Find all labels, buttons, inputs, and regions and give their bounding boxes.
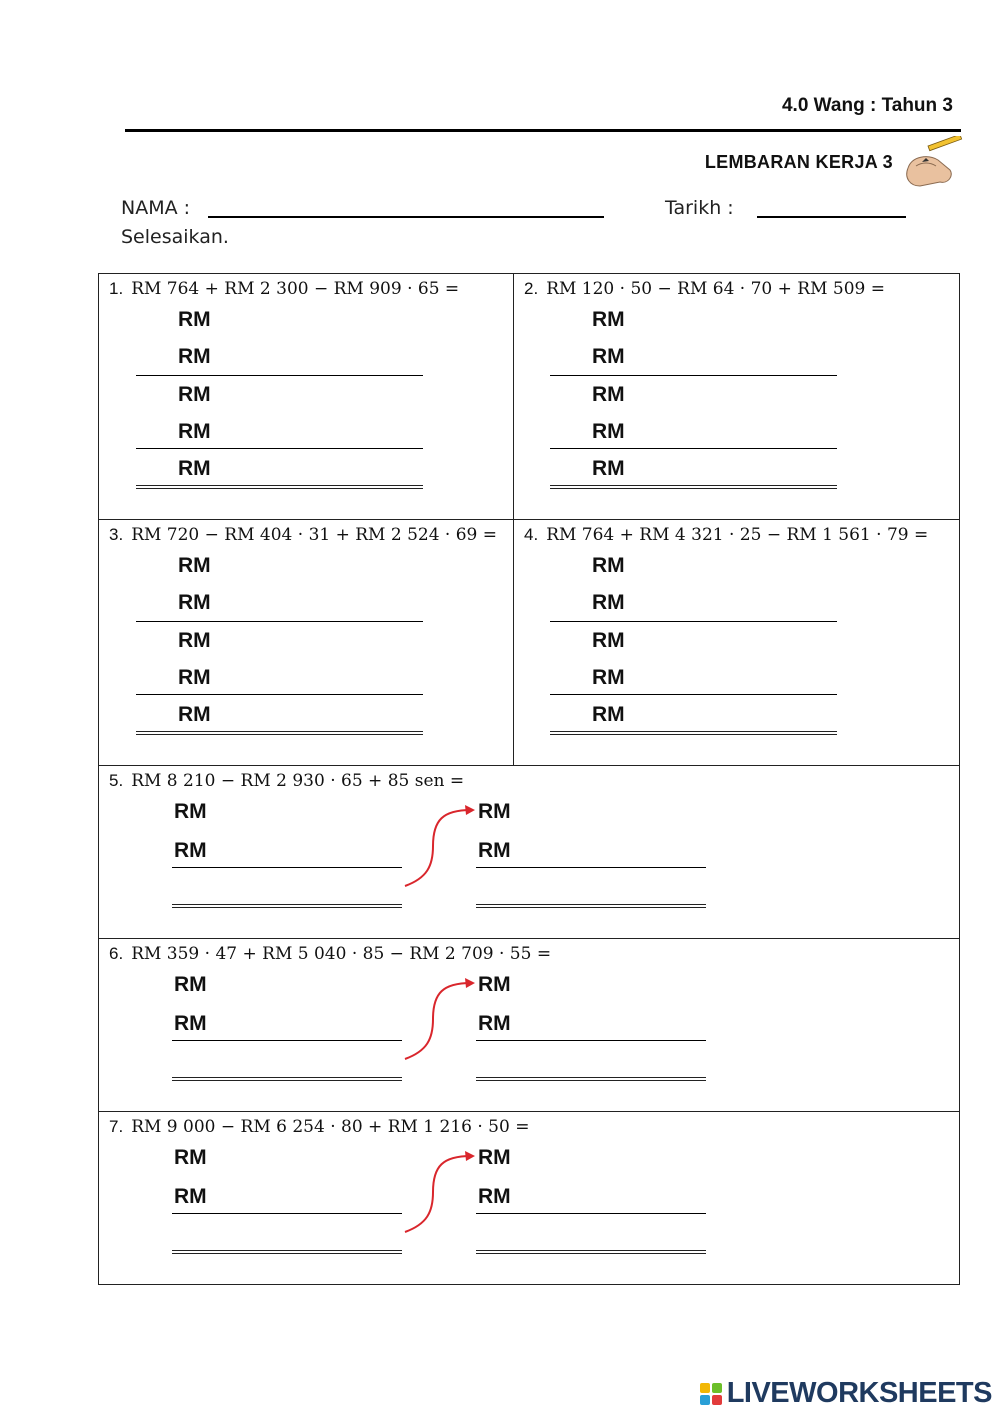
rm-label: RM xyxy=(592,457,625,480)
answer-line xyxy=(476,1213,706,1214)
rm-label: RM xyxy=(478,800,511,823)
question-cell-7 xyxy=(99,1112,959,1284)
rm-label: RM xyxy=(174,1146,207,1169)
rm-label: RM xyxy=(174,839,207,862)
rm-label: RM xyxy=(178,308,211,331)
rm-label: RM xyxy=(178,554,211,577)
rm-label: RM xyxy=(478,1146,511,1169)
header-divider xyxy=(125,129,961,132)
answer-double-line xyxy=(476,904,706,908)
name-label: NAMA : xyxy=(121,197,191,219)
question-cell-4 xyxy=(514,520,959,766)
answer-line xyxy=(136,694,423,695)
pencil-hand-icon xyxy=(898,136,964,194)
rm-label: RM xyxy=(592,629,625,652)
instruction: Selesaikan. xyxy=(121,226,229,248)
rm-label: RM xyxy=(178,457,211,480)
answer-double-line xyxy=(550,485,837,489)
answer-line xyxy=(476,867,706,868)
answer-line xyxy=(172,1213,402,1214)
rm-label: RM xyxy=(478,973,511,996)
rm-label: RM xyxy=(178,666,211,689)
answer-line xyxy=(476,1040,706,1041)
rm-label: RM xyxy=(592,383,625,406)
rm-label: RM xyxy=(592,591,625,614)
rm-label: RM xyxy=(592,420,625,443)
question-cell-3 xyxy=(99,520,514,766)
question-2: 2. RM 120 · 50 − RM 64 · 70 + RM 509 = xyxy=(524,279,885,299)
answer-double-line xyxy=(172,1250,402,1254)
rm-label: RM xyxy=(178,383,211,406)
rm-label: RM xyxy=(174,973,207,996)
rm-label: RM xyxy=(174,1185,207,1208)
answer-line xyxy=(136,375,423,376)
question-cell-6 xyxy=(99,939,959,1112)
date-field[interactable] xyxy=(757,216,906,218)
answer-double-line xyxy=(172,904,402,908)
answer-line xyxy=(136,448,423,449)
answer-line xyxy=(550,621,837,622)
answer-double-line xyxy=(172,1077,402,1081)
rm-label: RM xyxy=(592,666,625,689)
liveworksheets-logo-icon xyxy=(699,1382,723,1406)
rm-label: RM xyxy=(178,591,211,614)
question-1: 1. RM 764 + RM 2 300 − RM 909 · 65 = xyxy=(109,279,460,299)
rm-label: RM xyxy=(174,1012,207,1035)
answer-line xyxy=(550,694,837,695)
rm-label: RM xyxy=(592,345,625,368)
carry-arrow-icon xyxy=(399,975,479,1065)
carry-arrow-icon xyxy=(399,802,479,892)
answer-line xyxy=(550,375,837,376)
liveworksheets-logo[interactable] xyxy=(699,1377,992,1410)
topic-title: 4.0 Wang : Tahun 3 xyxy=(781,95,953,116)
rm-label: RM xyxy=(178,629,211,652)
answer-line xyxy=(172,867,402,868)
rm-label: RM xyxy=(478,839,511,862)
question-cell-1 xyxy=(99,274,514,520)
answer-double-line xyxy=(136,731,423,735)
logo-text: LIVEWORKSHEETS xyxy=(726,1377,992,1409)
question-3: 3. RM 720 − RM 404 · 31 + RM 2 524 · 69 = xyxy=(109,525,498,545)
rm-label: RM xyxy=(478,1012,511,1035)
answer-line xyxy=(550,448,837,449)
question-6: 6. RM 359 · 47 + RM 5 040 · 85 − RM 2 709 · 55 = xyxy=(109,944,552,964)
question-5: 5. RM 8 210 − RM 2 930 · 65 + 85 sen = xyxy=(109,771,465,791)
name-field[interactable] xyxy=(208,216,604,218)
answer-double-line xyxy=(476,1077,706,1081)
rm-label: RM xyxy=(174,800,207,823)
answer-double-line xyxy=(136,485,423,489)
answer-double-line xyxy=(476,1250,706,1254)
date-label: Tarikh : xyxy=(665,197,734,219)
rm-label: RM xyxy=(478,1185,511,1208)
carry-arrow-icon xyxy=(399,1148,479,1238)
rm-label: RM xyxy=(592,703,625,726)
question-grid xyxy=(98,273,960,1285)
question-4: 4. RM 764 + RM 4 321 · 25 − RM 1 561 · 79 = xyxy=(524,525,929,545)
rm-label: RM xyxy=(178,703,211,726)
answer-double-line xyxy=(550,731,837,735)
rm-label: RM xyxy=(178,420,211,443)
rm-label: RM xyxy=(592,308,625,331)
answer-line xyxy=(172,1040,402,1041)
question-7: 7. RM 9 000 − RM 6 254 · 80 + RM 1 216 · 50 = xyxy=(109,1117,530,1137)
question-cell-2 xyxy=(514,274,959,520)
rm-label: RM xyxy=(178,345,211,368)
worksheet-title: LEMBARAN KERJA 3 xyxy=(704,152,893,172)
rm-label: RM xyxy=(592,554,625,577)
answer-line xyxy=(136,621,423,622)
question-cell-5 xyxy=(99,766,959,939)
